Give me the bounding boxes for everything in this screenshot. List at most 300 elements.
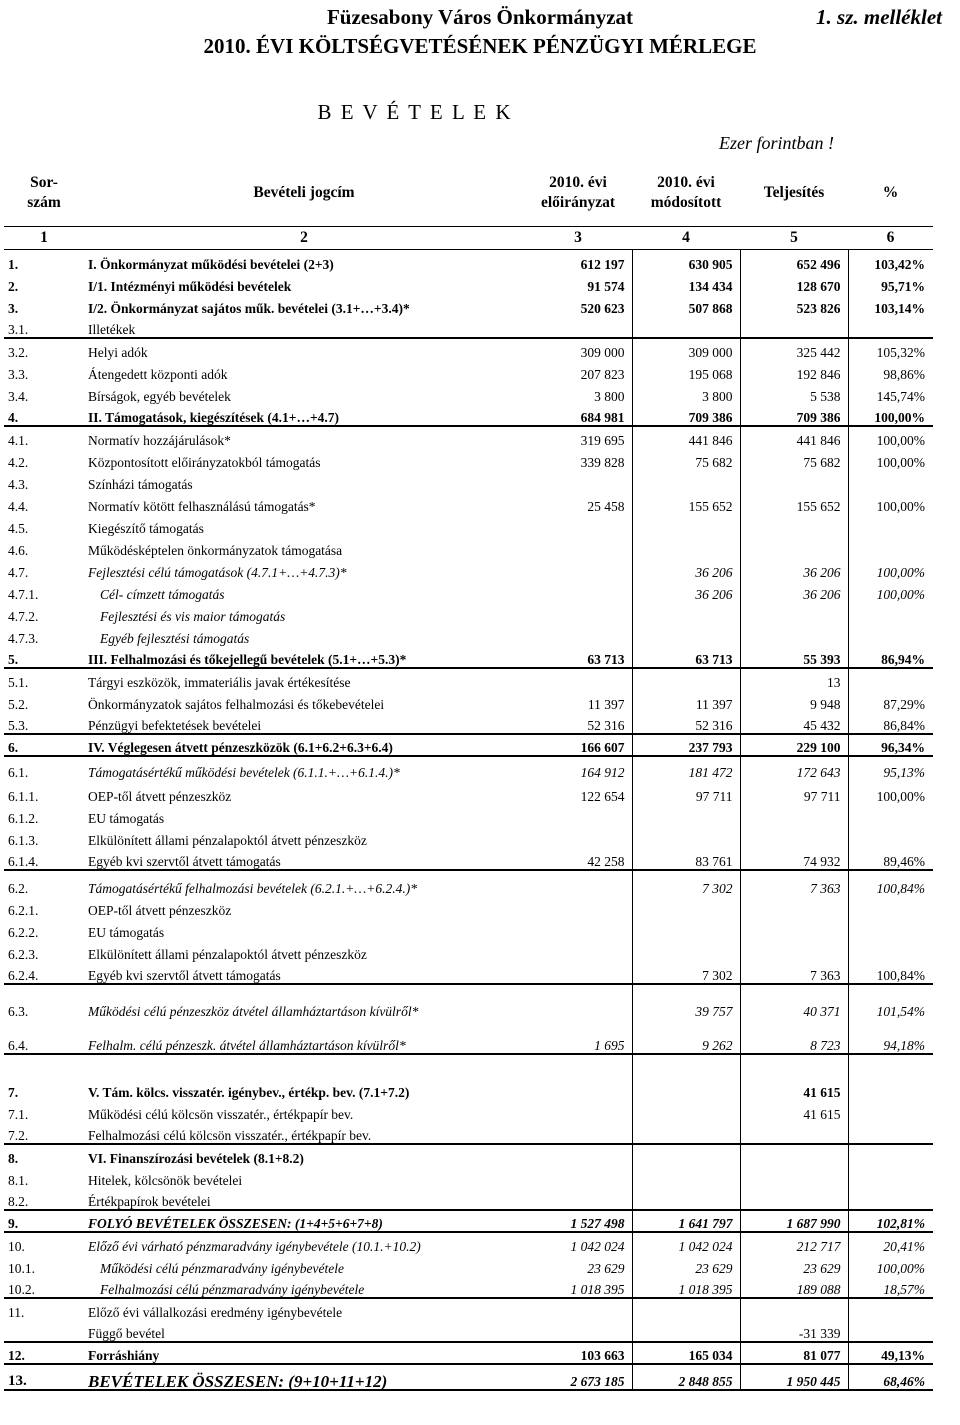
row-label: Hitelek, kölcsönök bevételei [88, 1172, 243, 1188]
col-num-header: Sor- szám [27, 174, 61, 211]
row-label: V. Tám. kölcs. visszatér. igénybev., értékp. bev. (7.1+7.2) [88, 1084, 410, 1100]
percent-value: 20,41% [883, 1238, 925, 1254]
plan-value: 1 042 024 [524, 1232, 632, 1254]
row-number: 8.1. [8, 1172, 29, 1188]
modified-value [632, 1320, 740, 1342]
row-number: 4.6. [8, 542, 29, 558]
percent-value: 86,84% [848, 712, 933, 734]
modified-value: 155 652 [632, 492, 740, 514]
plan-value [524, 536, 632, 558]
actual-value: 192 846 [740, 360, 848, 382]
modified-value [632, 514, 740, 536]
row-number: 10.2. [4, 1276, 84, 1298]
table-row [4, 1276, 933, 1298]
actual-value: 7 363 [740, 962, 848, 984]
modified-value: 23 629 [632, 1254, 740, 1276]
percent-value: 100,00% [876, 1260, 925, 1276]
percent-value: 100,84% [876, 880, 925, 896]
row-number: 8. [8, 1150, 19, 1166]
modified-value [632, 1100, 740, 1122]
row-label: I. Önkormányzat működési bevételei (2+3) [88, 256, 334, 272]
table-row [4, 870, 933, 896]
row-number: 8.2. [4, 1188, 84, 1210]
percent-value [848, 1054, 933, 1100]
row-label: Egyéb kvi szervtől átvett támogatás [84, 848, 524, 870]
actual-value: 36 206 [740, 558, 848, 580]
actual-value [740, 804, 848, 826]
percent-value: 102,81% [848, 1210, 933, 1232]
actual-value: 45 432 [740, 712, 848, 734]
modified-value: 195 068 [632, 360, 740, 382]
actual-value: 75 682 [740, 448, 848, 470]
plan-value: 122 654 [524, 780, 632, 804]
percent-value: 100,00% [876, 432, 925, 448]
actual-value: 74 932 [740, 848, 848, 870]
actual-value [740, 940, 848, 962]
row-label: Előző évi várható pénzmaradvány igénybevétele (10.1.+10.2) [88, 1238, 421, 1254]
row-number: 4.2. [8, 454, 29, 470]
plan-value: 339 828 [524, 448, 632, 470]
table-row [4, 690, 933, 712]
actual-value: 709 386 [740, 404, 848, 426]
modified-value: 7 302 [632, 870, 740, 896]
table-row [4, 580, 933, 602]
table-row [4, 1122, 933, 1144]
modified-value: 63 713 [632, 646, 740, 668]
row-label: Kiegészítő támogatás [88, 520, 204, 536]
table-row [4, 1298, 933, 1320]
percent-value [848, 316, 933, 338]
percent-value [848, 804, 933, 826]
actual-value: 1 687 990 [740, 1210, 848, 1232]
row-label: Elkülönített állami pénzalapoktól átvett pénzeszköz [88, 832, 367, 848]
modified-value: 441 846 [632, 426, 740, 448]
modified-value: 3 800 [632, 382, 740, 404]
row-label: Elkülönített állami pénzalapoktól átvett pénzeszköz [88, 946, 367, 962]
row-number: 4.5. [8, 520, 29, 536]
plan-value [524, 558, 632, 580]
col-number: 1 [4, 227, 84, 250]
table-row [4, 962, 933, 984]
percent-value [848, 918, 933, 940]
percent-value: 101,54% [876, 1003, 925, 1019]
budget-table [4, 160, 933, 1391]
percent-value: 96,34% [848, 734, 933, 756]
actual-value: 212 717 [740, 1232, 848, 1254]
plan-value: 25 458 [524, 492, 632, 514]
row-label: Függő bevétel [84, 1320, 524, 1342]
modified-value: 134 434 [632, 272, 740, 294]
modified-value: 709 386 [632, 404, 740, 426]
percent-value [848, 536, 933, 558]
row-number: 7. [8, 1084, 19, 1100]
plan-value [524, 1166, 632, 1188]
row-label: Egyéb fejlesztési támogatás [100, 630, 250, 646]
row-number: 3.2. [8, 344, 29, 360]
table-row [4, 1210, 933, 1232]
modified-value: 507 868 [632, 294, 740, 316]
modified-value [632, 1188, 740, 1210]
modified-value: 165 034 [632, 1342, 740, 1364]
col-number: 4 [632, 227, 740, 250]
modified-value [632, 918, 740, 940]
percent-value: 105,32% [876, 344, 925, 360]
percent-value: 98,86% [883, 366, 925, 382]
row-label: Fejlesztési célú támogatások (4.7.1+…+4.7.3)* [88, 564, 347, 580]
table-row [4, 536, 933, 558]
row-label: Működési célú pénzmaradvány igénybevétele [100, 1260, 345, 1276]
plan-value [524, 896, 632, 918]
modified-value [632, 1122, 740, 1144]
percent-value [848, 1188, 933, 1210]
actual-value: 7 363 [740, 870, 848, 896]
table-row [4, 940, 933, 962]
actual-value: 172 643 [740, 756, 848, 780]
modified-value [632, 1166, 740, 1188]
plan-value: 319 695 [524, 426, 632, 448]
modified-value: 39 757 [632, 984, 740, 1019]
row-number: 6.2.2. [8, 924, 39, 940]
row-label: Bírságok, egyéb bevételek [88, 388, 231, 404]
row-label: Cél- címzett támogatás [100, 586, 225, 602]
row-label: I/2. Önkormányzat sajátos műk. bevételei (3.1+…+3.4)* [88, 300, 410, 316]
percent-value [848, 1144, 933, 1166]
table-row [4, 514, 933, 536]
row-number: 4.1. [8, 432, 29, 448]
plan-value: 3 800 [524, 382, 632, 404]
row-number: 6.3. [8, 1003, 29, 1019]
row-number: 13. [4, 1364, 84, 1390]
plan-value [524, 668, 632, 690]
row-label: Támogatásértékű működési bevételek (6.1.1.+…+6.1.4.)* [88, 764, 400, 780]
row-number: 7.2. [4, 1122, 84, 1144]
table-row [4, 1166, 933, 1188]
row-label: FOLYÓ BEVÉTELEK ÖSSZESEN: (1+4+5+6+7+8) [84, 1210, 524, 1232]
row-label: Felhalmozási célú pénzmaradvány igénybevétele [84, 1276, 524, 1298]
row-label: Központosított előirányzatokból támogatás [88, 454, 321, 470]
percent-value: 18,57% [848, 1276, 933, 1298]
row-number: 4. [4, 404, 84, 426]
actual-value [740, 918, 848, 940]
percent-value [848, 470, 933, 492]
actual-value: 5 538 [740, 382, 848, 404]
table-row [4, 848, 933, 870]
percent-value [848, 1122, 933, 1144]
col-actual-header: Teljesítés [763, 184, 825, 201]
actual-value [740, 1188, 848, 1210]
row-label: Helyi adók [88, 344, 148, 360]
modified-value: 75 682 [632, 448, 740, 470]
modified-value [632, 470, 740, 492]
table-row [4, 492, 933, 514]
table-row [4, 338, 933, 360]
plan-value [524, 918, 632, 940]
plan-value [524, 1298, 632, 1320]
row-label: Tárgyi eszközök, immateriális javak értékesítése [88, 674, 351, 690]
document-title: 2010. ÉVI KÖLTSÉGVETÉSÉNEK PÉNZÜGYI MÉRLEGE [203, 34, 757, 58]
percent-value: 100,00% [876, 586, 925, 602]
percent-value: 86,94% [848, 646, 933, 668]
row-number: 5.2. [8, 696, 29, 712]
table-row [4, 360, 933, 382]
modified-value: 1 042 024 [632, 1232, 740, 1254]
row-number: 7.1. [8, 1106, 29, 1122]
percent-value: 89,46% [848, 848, 933, 870]
table-row [4, 1054, 933, 1100]
actual-value [740, 1144, 848, 1166]
percent-value: 103,14% [874, 300, 925, 316]
row-label: VI. Finanszírozási bevételek (8.1+8.2) [88, 1150, 304, 1166]
plan-value [524, 1100, 632, 1122]
row-number: 6.2.1. [8, 902, 39, 918]
row-number: 6.1.1. [8, 788, 39, 804]
actual-value: 81 077 [740, 1342, 848, 1364]
plan-value: 52 316 [524, 712, 632, 734]
plan-value: 2 673 185 [524, 1364, 632, 1390]
modified-value [632, 826, 740, 848]
col-number: 6 [848, 227, 933, 250]
table-row [4, 712, 933, 734]
table-row [4, 1144, 933, 1166]
plan-value [524, 602, 632, 624]
actual-value: 41 615 [740, 1100, 848, 1122]
actual-value: 189 088 [740, 1276, 848, 1298]
table-row [4, 1320, 933, 1342]
table-row [4, 756, 933, 780]
modified-value [632, 668, 740, 690]
table-row [4, 668, 933, 690]
table-row [4, 984, 933, 1019]
plan-value: 164 912 [524, 756, 632, 780]
row-number: 10.1. [8, 1260, 35, 1276]
col-name-header: Bevételi jogcím [253, 184, 355, 201]
modified-value: 309 000 [632, 338, 740, 360]
plan-value: 103 663 [524, 1342, 632, 1364]
percent-value: 100,00% [876, 564, 925, 580]
modified-value [632, 624, 740, 646]
percent-value: 103,42% [874, 256, 925, 272]
actual-value [740, 1166, 848, 1188]
percent-value [848, 1166, 933, 1188]
row-label: Fejlesztési és vis maior támogatás [100, 608, 286, 624]
modified-value: 1 018 395 [632, 1276, 740, 1298]
table-row [4, 826, 933, 848]
row-label: Normatív kötött felhasználású támogatás* [88, 498, 316, 514]
actual-value [740, 514, 848, 536]
table-row [4, 404, 933, 426]
modified-value [632, 602, 740, 624]
plan-value [524, 624, 632, 646]
row-number: 3.3. [8, 366, 29, 382]
actual-value: 40 371 [740, 984, 848, 1019]
annex-label: 1. sz. melléklet [816, 5, 942, 29]
row-number: 6. [4, 734, 84, 756]
actual-value: 652 496 [740, 250, 848, 272]
row-number: 6.1.2. [8, 810, 39, 826]
plan-value [524, 1054, 632, 1100]
row-label: Átengedett központi adók [88, 366, 228, 382]
modified-value [632, 536, 740, 558]
plan-value [524, 870, 632, 896]
plan-value: 520 623 [524, 294, 632, 316]
row-number: 4.7.2. [8, 608, 39, 624]
percent-value [848, 826, 933, 848]
row-number: 9. [4, 1210, 84, 1232]
actual-value [740, 470, 848, 492]
row-label: OEP-től átvett pénzeszköz [88, 788, 232, 804]
modified-value: 11 397 [632, 690, 740, 712]
plan-value [524, 1320, 632, 1342]
col-number: 5 [740, 227, 848, 250]
row-label: OEP-től átvett pénzeszköz [88, 902, 232, 918]
row-label: Támogatásértékű felhalmozási bevételek (6.2.1.+…+6.2.4.)* [88, 880, 418, 896]
row-number: 11. [8, 1304, 25, 1320]
col-plan-header: 2010. évi előirányzat [540, 174, 616, 211]
modified-value: 630 905 [632, 250, 740, 272]
table-row [4, 558, 933, 580]
table-row [4, 624, 933, 646]
plan-value [524, 984, 632, 1019]
percent-value: 68,46% [848, 1364, 933, 1390]
modified-value: 1 641 797 [632, 1210, 740, 1232]
plan-value: 309 000 [524, 338, 632, 360]
row-label: Működési célú kölcsön visszatér., értékpapír bev. [88, 1106, 354, 1122]
row-label: Pénzügyi befektetések bevételei [84, 712, 524, 734]
percent-value: 100,00% [876, 498, 925, 514]
percent-value [848, 1100, 933, 1122]
percent-value: 49,13% [848, 1342, 933, 1364]
percent-value [848, 1298, 933, 1320]
plan-value: 1 527 498 [524, 1210, 632, 1232]
plan-value: 1 018 395 [524, 1276, 632, 1298]
actual-value: 325 442 [740, 338, 848, 360]
row-number: 4.7.1. [8, 586, 39, 602]
modified-value: 97 711 [632, 780, 740, 804]
actual-value: 36 206 [740, 580, 848, 602]
actual-value [740, 896, 848, 918]
percent-value [848, 514, 933, 536]
row-number: 6.4. [4, 1019, 84, 1054]
actual-value: 441 846 [740, 426, 848, 448]
modified-value: 9 262 [632, 1019, 740, 1054]
row-number: 6.1.3. [8, 832, 39, 848]
percent-value: 100,00% [876, 788, 925, 804]
table-row [4, 602, 933, 624]
header-row [4, 160, 933, 227]
row-label: Egyéb kvi szervtől átvett támogatás [84, 962, 524, 984]
actual-value [740, 624, 848, 646]
col-number: 2 [84, 227, 524, 250]
row-label: Működési célú pénzeszköz átvétel államháztartáson kívülről* [88, 1003, 419, 1019]
plan-value: 63 713 [524, 646, 632, 668]
row-label: EU támogatás [88, 810, 165, 826]
modified-value: 237 793 [632, 734, 740, 756]
plan-value [524, 804, 632, 826]
row-number: 5.3. [4, 712, 84, 734]
modified-value: 83 761 [632, 848, 740, 870]
row-number: 4.4. [8, 498, 29, 514]
row-number: 2. [8, 278, 19, 294]
section-title: B E V É T E L E K [317, 100, 513, 124]
row-label: I/1. Intézményi működési bevételek [88, 278, 292, 294]
modified-value [632, 896, 740, 918]
row-number: 6.2. [8, 880, 29, 896]
table-row [4, 272, 933, 294]
row-label: Működésképtelen önkormányzatok támogatása [88, 542, 343, 558]
modified-value [632, 940, 740, 962]
row-label: Normatív hozzájárulások* [88, 432, 231, 448]
row-label: Felhalmozási célú kölcsön visszatér., értékpapír bev. [84, 1122, 524, 1144]
table-row [4, 918, 933, 940]
plan-value [524, 1122, 632, 1144]
plan-value [524, 1144, 632, 1166]
row-label: II. Támogatások, kiegészítések (4.1+…+4.7) [84, 404, 524, 426]
unit-note: Ezer forintban ! [719, 133, 834, 153]
actual-value: 41 615 [740, 1054, 848, 1100]
row-label: Színházi támogatás [88, 476, 193, 492]
table-row [4, 1254, 933, 1276]
row-number: 12. [4, 1342, 84, 1364]
row-number: 6.1. [8, 764, 29, 780]
row-label: Értékpapírok bevételei [84, 1188, 524, 1210]
percent-value: 95,13% [883, 764, 925, 780]
table-row [4, 646, 933, 668]
table-row [4, 780, 933, 804]
row-label: BEVÉTELEK ÖSSZESEN: (9+10+11+12) [84, 1364, 524, 1390]
plan-value: 11 397 [524, 690, 632, 712]
modified-value: 52 316 [632, 712, 740, 734]
actual-value [740, 316, 848, 338]
plan-value [524, 580, 632, 602]
row-number: 5. [4, 646, 84, 668]
col-number: 3 [524, 227, 632, 250]
table-row [4, 1232, 933, 1254]
plan-value: 166 607 [524, 734, 632, 756]
row-label: III. Felhalmozási és tőkejellegű bevételek (5.1+…+5.3)* [84, 646, 524, 668]
percent-value [848, 602, 933, 624]
table-row [4, 734, 933, 756]
plan-value: 1 695 [524, 1019, 632, 1054]
row-number: 6.2.3. [8, 946, 39, 962]
table-row [4, 896, 933, 918]
percent-value [848, 668, 933, 690]
actual-value: -31 339 [740, 1320, 848, 1342]
percent-value: 95,71% [881, 278, 925, 294]
percent-value: 94,18% [848, 1019, 933, 1054]
modified-value: 2 848 855 [632, 1364, 740, 1390]
actual-value: 9 948 [740, 690, 848, 712]
plan-value: 612 197 [524, 250, 632, 272]
row-label: Önkormányzatok sajátos felhalmozási és tőkebevételei [88, 696, 385, 712]
row-number: 6.2.4. [4, 962, 84, 984]
modified-value: 181 472 [632, 756, 740, 780]
row-label: Illetékek [84, 316, 524, 338]
actual-value: 23 629 [740, 1254, 848, 1276]
percent-value [848, 940, 933, 962]
table-row [4, 1100, 933, 1122]
table-row [4, 1188, 933, 1210]
table-row [4, 1342, 933, 1364]
plan-value: 684 981 [524, 404, 632, 426]
table-row [4, 294, 933, 316]
percent-value: 100,84% [848, 962, 933, 984]
percent-value: 100,00% [848, 404, 933, 426]
row-label: Felhalm. célú pénzeszk. átvétel államháztartáson kívülről* [84, 1019, 524, 1054]
col-pct-header: % [882, 184, 899, 201]
modified-value: 36 206 [632, 558, 740, 580]
plan-value [524, 940, 632, 962]
actual-value: 128 670 [740, 272, 848, 294]
